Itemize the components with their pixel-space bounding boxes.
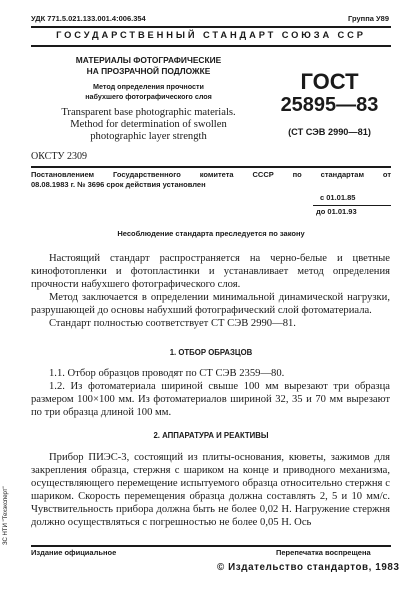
section-2-paragraph-1: Прибор ПИЭС-3, состоящий из плиты-основания, кюветы, зажимов для закрепления образца, стержня с шариком на конце и приводного механизма, осуществляющего перемещение испытуемого образца относительно стержня с шариком. Скорость перемещения образца должна составлять 2, 5 и 10 мм/с. Чувствительность прибора должна быть не более 0,02 Н. Нагружение стержня должно осуществляться с погрешностью не более 0,05 Н. Ось xyxy=(31,452,390,528)
title-method xyxy=(31,82,266,101)
state-standard-line: ГОСУДАРСТВЕННЫЙ СТАНДАРТ СОЮЗА ССР xyxy=(56,30,366,40)
title-ru xyxy=(31,55,266,77)
title-method-line2: набухшего фотографического слоя xyxy=(85,91,212,101)
section-1-paragraph-2: 1.2. Из фотоматериала шириной свыше 100 мм вырезают три образца размером 100×100 мм. Из фотоматериалов шириной 32, 35 и 70 мм вырезают по три образца длиной 100 мм. xyxy=(31,381,390,418)
title-en-line1: Transparent base photographic materials. xyxy=(61,107,236,118)
header-rule-bottom xyxy=(31,45,391,47)
title-ru-line1: МАТЕРИАЛЫ ФОТОГРАФИЧЕСКИЕ xyxy=(75,55,222,65)
reprint-prohibited: Перепечатка воспрещена xyxy=(276,548,371,557)
publisher-copyright: © Издательство стандартов, 1983 xyxy=(217,562,400,573)
group-code: Группа У89 xyxy=(348,14,389,23)
section-1-paragraph-1: 1.1. Отбор образцов проводят по СТ СЭВ 2359—80. xyxy=(49,368,285,379)
gost-number: 25895—83 xyxy=(280,94,379,116)
valid-from: с 01.01.85 xyxy=(320,193,356,202)
gost-block xyxy=(268,70,391,138)
decree-line1: Постановлением Государственного комитета СССР по стандартам от xyxy=(31,170,391,179)
intro-paragraph-3: Стандарт полностью соответствует СТ СЭВ 2990—81. xyxy=(49,318,296,329)
validity-rule xyxy=(313,205,391,206)
valid-to: до 01.01.93 xyxy=(316,207,357,216)
title-en xyxy=(31,107,266,143)
side-watermark: ЗС НТИ "Техэксперт" xyxy=(3,486,9,545)
st-sev-number: (СТ СЭВ 2990—81) xyxy=(288,127,371,137)
okstu-code: ОКСТУ 2309 xyxy=(31,151,88,162)
intro-paragraph-2: Метод заключается в определении минимальной динамической нагрузки, разрушающей до основы набухший фотографический слой фотоматериала. xyxy=(31,292,390,316)
decree-rule xyxy=(31,166,391,168)
intro-paragraph-1: Настоящий стандарт распространяется на черно-белые и цветные кинофотопленки и фотопластинки и устанавливает метод определения прочности набухшего фотографического слоя. xyxy=(31,253,390,290)
udk-code: УДК 771.5.021.133.001.4:006.354 xyxy=(31,14,146,23)
footer-rule xyxy=(31,545,391,547)
official-edition: Издание официальное xyxy=(31,548,117,557)
decree xyxy=(31,170,391,190)
section-2-heading: 2. АППАРАТУРА И РЕАКТИВЫ xyxy=(153,431,269,440)
header-rule-top xyxy=(31,26,391,28)
section-1-heading: 1. ОТБОР ОБРАЗЦОВ xyxy=(169,348,253,357)
title-en-line3: photographic layer strength xyxy=(90,131,207,142)
decree-line2: 08.08.1983 г. № 3696 срок действия установлен xyxy=(31,180,206,189)
title-en-line2: Method for determination of swollen xyxy=(70,119,227,130)
title-method-line1: Метод определения прочности xyxy=(93,82,204,91)
title-ru-line2: НА ПРОЗРАЧНОЙ ПОДЛОЖКЕ xyxy=(86,66,211,76)
gost-label: ГОСТ xyxy=(300,69,359,94)
law-warning: Несоблюдение стандарта преследуется по закону xyxy=(117,229,305,238)
